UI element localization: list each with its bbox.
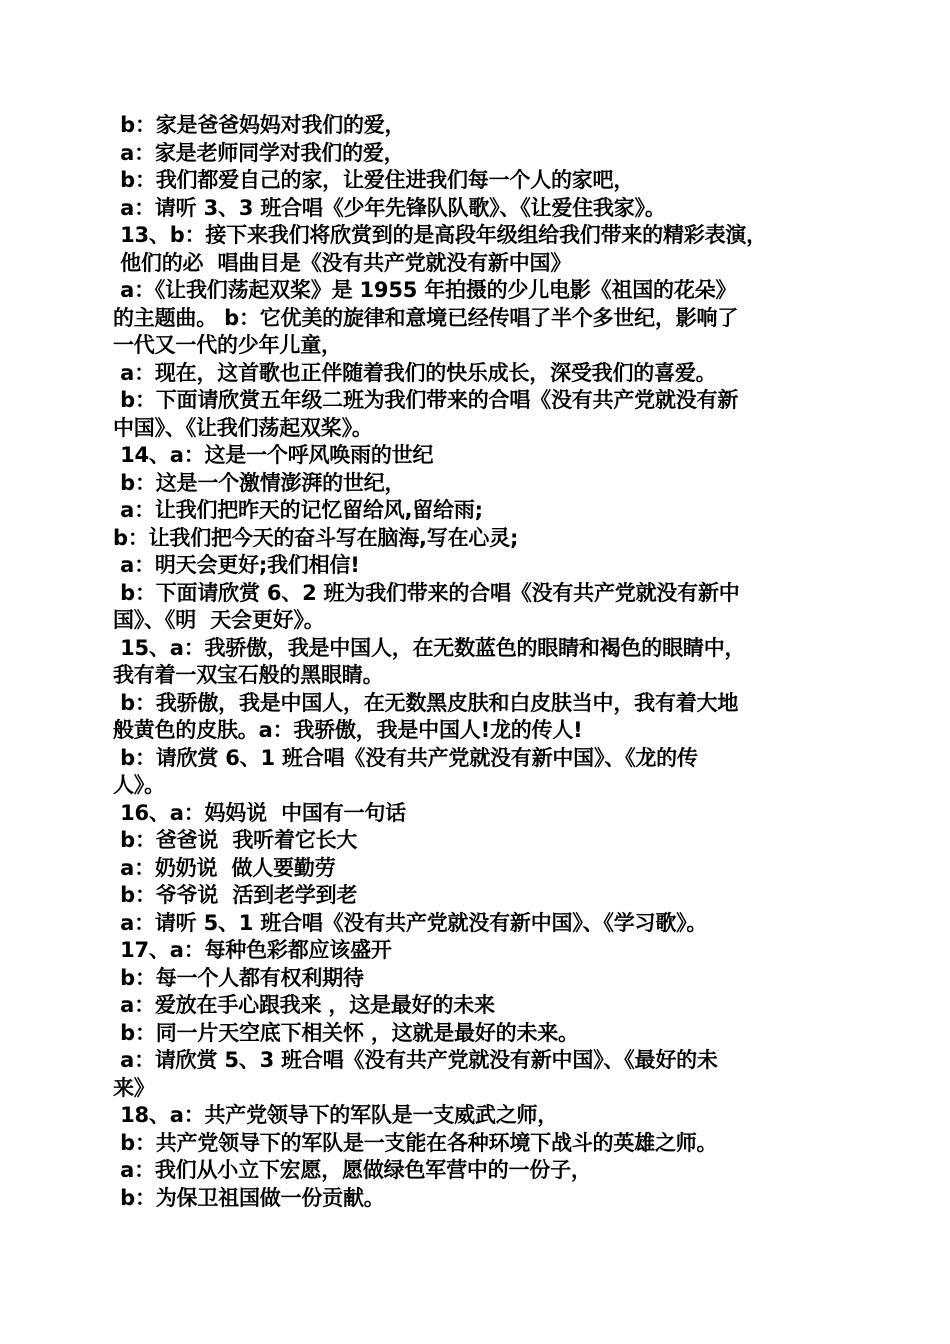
text-line: 国》、《明 天会更好》。 — [113, 608, 325, 632]
text-line: a：奶奶说 做人要勤劳 — [113, 855, 336, 880]
text-line: 的主题曲。 b：它优美的旋律和意境已经传唱了半个多世纪，影响了 — [113, 305, 739, 330]
text-line: 般黄色的皮肤。a：我骄傲，我是中国人!龙的传人! — [113, 718, 583, 742]
text-line: b：让我们把今天的奋斗写在脑海,写在心灵; — [113, 525, 519, 550]
text-line: b：同一片天空底下相关怀 ，这就是最好的未来。 — [113, 1020, 579, 1045]
text-line: 13、b：接下来我们将欣赏到的是高段年级组给我们带来的精彩表演， — [113, 223, 767, 247]
text-line: b：这是一个激情澎湃的世纪， — [113, 470, 406, 495]
text-line: 人》。 — [113, 773, 165, 797]
text-line: 14、a：这是一个呼风唤雨的世纪 — [113, 443, 434, 467]
text-line: a：我们从小立下宏愿，愿做绿色军营中的一份子， — [113, 1158, 592, 1182]
text-line: a：让我们把昨天的记忆留给风,留给雨; — [113, 498, 483, 522]
text-line: a：家是老师同学对我们的爱， — [113, 140, 405, 165]
text-line: b：共产党领导下的军队是一支能在各种环境下战斗的英雄之师。 — [113, 1130, 718, 1155]
text-line: a：爱放在手心跟我来 ，这是最好的未来 — [113, 993, 495, 1017]
text-line: b：下面请欣赏 6、2 班为我们带来的合唱《没有共产党就没有新中 — [113, 580, 740, 605]
text-line: 17、a：每种色彩都应该盛开 — [113, 938, 392, 962]
text-line: 中国》、《让我们荡起双桨》。 — [113, 415, 373, 440]
text-line: a：请欣赏 5、3 班合唱《没有共产党就没有新中国》、《最好的未 — [113, 1048, 718, 1072]
text-line: a：现在，这首歌也正伴随着我们的快乐成长，深受我们的喜爱。 — [113, 360, 717, 385]
text-line: b：爸爸说 我听着它长大 — [113, 828, 358, 852]
document-body — [113, 112, 838, 1212]
text-line: 18、a：共产党领导下的军队是一支威武之师， — [113, 1103, 559, 1127]
text-line: 一代又一代的少年儿童， — [113, 333, 342, 357]
text-line: b：为保卫祖国做一份贡献。 — [113, 1185, 385, 1210]
text-line: b：请欣赏 6、1 班合唱《没有共产党就没有新中国》、《龙的传 — [113, 745, 698, 770]
text-line: b：我骄傲，我是中国人，在无数黑皮肤和白皮肤当中，我有着大地 — [113, 690, 739, 715]
text-line: 来》 — [113, 1075, 155, 1100]
text-line: b：我们都爱自己的家，让爱住进我们每一个人的家吧， — [113, 168, 635, 192]
text-line: 16、a：妈妈说 中国有一句话 — [113, 800, 406, 825]
text-line: b：家是爸爸妈妈对我们的爱， — [113, 113, 406, 137]
text-line: a：明天会更好;我们相信! — [113, 553, 360, 577]
text-line: b：下面请欣赏五年级二班为我们带来的合唱《没有共产党就没有新 — [113, 388, 739, 412]
text-line: 15、a：我骄傲，我是中国人，在无数蓝色的眼睛和褐色的眼睛中， — [113, 635, 746, 660]
text-line: a：请听 3、3 班合唱《少年先锋队队歌》、《让爱住我家》。 — [113, 195, 666, 220]
text-line: a：请听 5、1 班合唱《没有共产党就没有新中国》、《学习歌》。 — [113, 910, 708, 935]
text-line: a：《让我们荡起双桨》是 1955 年拍摄的少儿电影《祖国的花朵》 — [113, 278, 737, 302]
text-line: b：爷爷说 活到老学到老 — [113, 883, 358, 907]
text-line: 我有着一双宝石般的黑眼睛。 — [113, 663, 384, 687]
text-line: b：每一个人都有权利期待 — [113, 965, 364, 990]
text-line: 他们的必 唱曲目是《没有共产党就没有新中国》 — [113, 250, 572, 275]
